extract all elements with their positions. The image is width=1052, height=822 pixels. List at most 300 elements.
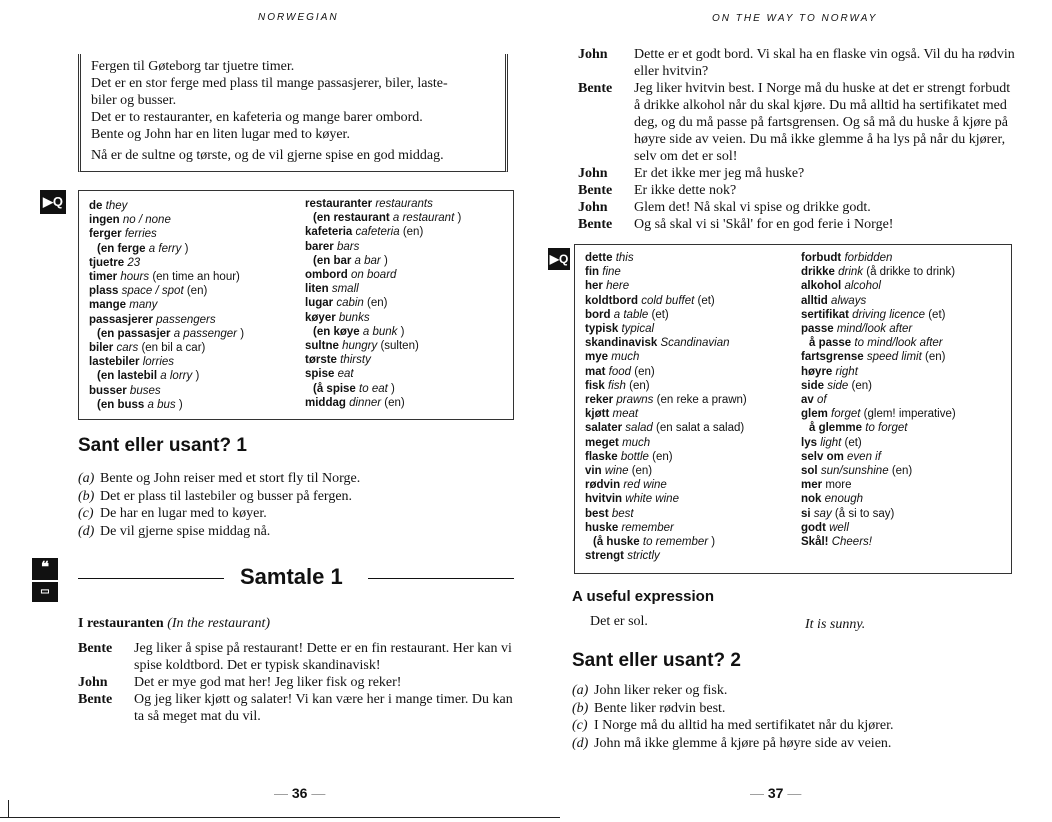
vocab-translation: 23: [127, 256, 141, 269]
vocab-extra: ): [400, 325, 405, 338]
dialogue-right: [578, 46, 1018, 233]
vocab-translation: typical: [621, 323, 655, 336]
statement-item: [572, 700, 1012, 718]
vocab-translation: alcohol: [844, 280, 881, 293]
vocab-word: (å spise: [313, 382, 356, 395]
dialogue-line: [78, 691, 518, 725]
vocab-entry: [801, 379, 956, 393]
vocab-translation: cars: [116, 342, 139, 355]
vocab-extra: ): [457, 212, 462, 225]
intro-line: biler og busser.: [91, 93, 177, 108]
vocab-word: ombord: [305, 269, 348, 282]
vocab-extra: (en): [402, 226, 424, 239]
statement-text: Bente og John reiser med et stort fly til Norge.: [100, 471, 361, 486]
vocab-translation: ferries: [124, 228, 157, 241]
intro-text: [91, 58, 505, 164]
vocab-entry: [305, 325, 461, 339]
vocab-entry: [801, 492, 956, 506]
vocab-entry: [305, 254, 461, 268]
vocab-translation: Scandinavian: [660, 337, 730, 350]
statement-letter: (b): [78, 488, 95, 504]
vocab-translation: driving licence: [852, 308, 926, 321]
intro-line: Det er en stor ferge med plass til mange passasjerer, biler, laste-: [91, 76, 448, 91]
statement-letter: (a): [78, 471, 95, 486]
vocab-translation: a passenger: [173, 327, 238, 340]
vocab-entry: [89, 199, 244, 213]
vocab-extra: ): [391, 382, 395, 395]
speaker-name: Bente: [78, 692, 113, 707]
speech-text: Og jeg liker kjøtt og salater! Vi kan være her i mange timer. Du kan ta så meget mat du vil.: [134, 692, 513, 724]
vocab-word: (en ferge: [97, 242, 146, 255]
vocab-column-right-2: [801, 251, 956, 549]
vocab-translation: restaurants: [375, 198, 433, 210]
vocab-entry: [801, 450, 956, 464]
vocab-entry: [585, 436, 747, 450]
vocab-entry: [585, 350, 747, 364]
vocab-extra: (en salat a salad): [656, 422, 745, 435]
vocab-extra: ): [240, 327, 245, 340]
speaker-name: Bente: [578, 217, 613, 232]
vocab-entry: [305, 197, 461, 211]
vocab-entry: [89, 313, 244, 327]
vocab-translation: best: [611, 507, 634, 520]
speaker-name: John: [578, 166, 608, 181]
vocab-word: (en lastebil: [97, 370, 158, 383]
section-title-samtale: Samtale 1: [240, 564, 343, 589]
speaker-name: John: [78, 675, 108, 690]
vocab-translation: right: [835, 365, 858, 378]
dialogue-icon: ❝: [32, 558, 58, 580]
speech-text: Og så skal vi si 'Skål' for en god ferie i Norge!: [634, 217, 894, 232]
vocab-entry: [305, 296, 461, 310]
speaker-name: Bente: [578, 81, 613, 96]
intro-line: Det er to restauranter, en kafeteria og mange barer ombord.: [91, 110, 423, 125]
vocab-extra: (å drikke to drink): [866, 266, 956, 279]
vocab-extra: (å si to say): [834, 507, 895, 520]
vocab-translation: well: [829, 521, 849, 534]
vocab-translation: to mind/look after: [854, 337, 943, 350]
vocab-word: å passe: [809, 337, 852, 350]
vocab-entry: [801, 407, 956, 421]
vocab-extra: (et): [697, 294, 715, 307]
vocab-column-left-2: [585, 251, 747, 563]
vocab-word: selv om: [801, 450, 844, 463]
vocab-extra: (en): [925, 351, 946, 364]
statement-item: [572, 717, 1012, 735]
vocab-entry: [305, 240, 461, 254]
vocab-translation: prawns: [616, 394, 654, 407]
vocab-word: reker: [585, 394, 614, 407]
vocab-extra: ): [711, 536, 716, 549]
speaker-name: John: [578, 200, 608, 215]
vocab-word: køyer: [305, 311, 336, 324]
vocab-word: (en køye: [313, 325, 360, 338]
intro-box: [78, 54, 508, 172]
speech-text: Er det ikke mer jeg må huske?: [634, 166, 805, 181]
vocab-translation: wine: [604, 465, 629, 478]
vocab-extra: (en): [629, 379, 650, 392]
vocab-extra: (en time an hour): [152, 271, 240, 284]
vocab-translation: enough: [824, 493, 864, 506]
statement-text: I Norge må du alltid ha med sertifikatet når du kjører.: [594, 718, 894, 733]
vocab-entry: [305, 339, 461, 353]
vocab-word: mer: [801, 479, 823, 492]
vocab-extra: (glem! imperative): [863, 408, 956, 421]
vocab-translation: much: [622, 436, 651, 449]
vocab-translation: to forget: [865, 422, 908, 435]
dialogue-line: [78, 674, 518, 691]
vocab-word: tørste: [305, 354, 337, 367]
vocab-word: liten: [305, 283, 329, 296]
bottom-edge: [0, 817, 560, 818]
vocab-entry: [585, 379, 747, 393]
page-number-left: — 36 —: [274, 785, 326, 801]
statement-item: [78, 488, 518, 506]
vocab-word: plass: [89, 285, 119, 298]
vocab-entry: [305, 382, 461, 396]
vocab-word: godt: [801, 521, 826, 534]
vocab-word: (å huske: [593, 536, 640, 549]
section-title-sant1: Sant eller usant? 1: [78, 435, 247, 456]
vocab-word: barer: [305, 240, 334, 253]
vocab-entry: [89, 227, 244, 241]
vocab-translation: a bus: [147, 398, 176, 411]
vocab-word: (en bar: [313, 254, 352, 267]
vocab-word: alkohol: [801, 280, 842, 293]
vocab-translation: much: [611, 351, 640, 364]
vocab-entry: [801, 535, 956, 549]
vocab-entry: [585, 365, 747, 379]
vocab-word: fisk: [585, 379, 605, 392]
vocab-word: Skål!: [801, 536, 829, 549]
vocab-translation: white wine: [625, 493, 679, 506]
vocab-entry: [89, 298, 244, 312]
speech-text: Dette er et godt bord. Vi skal ha en flaske vin også. Vil du ha rødvin eller hvitvin?: [634, 47, 1015, 79]
vocab-entry: [305, 211, 461, 225]
vocab-word: flaske: [585, 450, 618, 463]
vocab-entry: [801, 365, 956, 379]
dialogue-subtitle: [78, 616, 270, 632]
vocab-translation: light: [820, 436, 842, 449]
vocab-translation: forbidden: [844, 252, 893, 264]
vocab-entry: [801, 436, 956, 450]
vocab-entry: [801, 393, 956, 407]
vocab-word: drikke: [801, 266, 835, 279]
vocab-entry: [89, 270, 244, 284]
running-header-left: NORWEGIAN: [258, 12, 339, 23]
dialogue-line: [578, 165, 1018, 182]
vocab-entry: [305, 282, 461, 296]
speech-text: Jeg liker å spise på restaurant! Dette er en fin restaurant. Her kan vi spise koldtbord. Det er typisk skandinavisk!: [134, 641, 512, 673]
vocab-word: restauranter: [305, 198, 373, 210]
section-title-sant2: Sant eller usant? 2: [572, 650, 741, 671]
vocab-extra: (et): [651, 308, 669, 321]
vocab-translation: remember: [621, 521, 674, 534]
vocab-extra: (et): [928, 308, 946, 321]
running-header-right: ON THE WAY TO NORWAY: [712, 13, 878, 24]
vocab-word: meget: [585, 436, 619, 449]
vocab-extra: (en): [631, 465, 653, 478]
statement-letter: (a): [572, 683, 589, 698]
vocab-entry: [585, 535, 747, 549]
vocab-word: mange: [89, 299, 127, 312]
vocab-entry: [305, 396, 461, 410]
vocab-entry: [801, 336, 956, 350]
vocab-word: passasjerer: [89, 313, 153, 326]
vocab-translation: to eat: [359, 382, 388, 395]
vocab-column-left: [89, 199, 244, 412]
statement-text: John må ikke glemme å kjøre på høyre side av veien.: [594, 735, 892, 751]
vocab-extra: (en): [851, 379, 872, 392]
vocab-word: si: [801, 507, 811, 520]
vocab-translation: sun/sunshine: [820, 465, 889, 478]
vocab-translation: fine: [602, 266, 621, 279]
vocab-entry: [801, 464, 956, 478]
speaker-name: Bente: [578, 183, 613, 198]
vocab-translation: strictly: [627, 550, 660, 563]
useful-expression-norwegian: Det er sol.: [590, 614, 648, 629]
vocab-extra: ): [383, 254, 388, 267]
vocab-translation: to remember: [642, 536, 709, 549]
vocab-translation: bunks: [338, 311, 370, 324]
subtitle-english: (In the restaurant): [167, 616, 271, 631]
vocab-translation: eat: [337, 368, 354, 381]
vocab-translation: passengers: [156, 313, 216, 326]
vocab-extra: (en): [652, 450, 673, 463]
vocab-entry: [801, 251, 956, 265]
vocab-word: busser: [89, 384, 127, 397]
vocab-translation: small: [331, 283, 359, 296]
vocab-translation: lorries: [142, 356, 175, 369]
vocab-translation: food: [608, 365, 632, 378]
vocab-entry: [801, 421, 956, 435]
vocab-word: bord: [585, 308, 611, 321]
vocab-translation: on board: [351, 269, 397, 282]
vocab-entry: [585, 336, 747, 350]
statement-text: De har en lugar med to køyer.: [100, 506, 267, 521]
vocab-entry: [89, 355, 244, 369]
vocab-entry: [585, 393, 747, 407]
vocab-entry: [585, 549, 747, 563]
vocab-word: best: [585, 507, 609, 520]
vocab-extra: ): [195, 370, 200, 383]
vocab-word: side: [801, 379, 825, 392]
vocab-entry: [801, 322, 956, 336]
useful-expression-title: A useful expression: [572, 588, 714, 605]
statement-letter: (b): [572, 700, 589, 716]
vocab-translation: a lorry: [160, 370, 193, 383]
vocabulary-box-1: [78, 190, 514, 420]
vocab-entry: [585, 464, 747, 478]
vocab-entry: [585, 322, 747, 336]
vocab-entry: [305, 268, 461, 282]
subtitle-norwegian: I restauranten: [78, 616, 164, 631]
vocab-word: (en buss: [97, 398, 145, 411]
vocab-translation: a table: [613, 308, 649, 321]
dialogue-line: [578, 216, 1018, 233]
vocab-word: lys: [801, 436, 817, 449]
useful-expression-english: It is sunny.: [805, 617, 866, 632]
vocab-translation: buses: [129, 384, 161, 397]
vocab-translation: cabin: [336, 297, 364, 310]
vocab-word: typisk: [585, 323, 619, 336]
vocab-word: koldtbord: [585, 294, 639, 307]
vocab-word: timer: [89, 271, 118, 284]
vocab-entry: [305, 225, 461, 239]
vocab-translation: cold buffet: [641, 294, 695, 307]
vocab-word: dette: [585, 252, 613, 264]
vocab-word: mat: [585, 365, 606, 378]
vocab-entry: [801, 507, 956, 521]
speaker-name: Bente: [78, 641, 113, 656]
vocab-translation: they: [105, 200, 128, 212]
vocab-word: her: [585, 280, 603, 293]
statement-item: [572, 735, 1012, 753]
vocab-translation: this: [615, 252, 634, 264]
vocab-word: å glemme: [809, 422, 863, 435]
vocab-entry: [585, 294, 747, 308]
speaker-name: John: [578, 47, 608, 62]
true-false-list-1: [78, 470, 518, 540]
statement-letter: (c): [78, 506, 94, 521]
vocab-translation: drink: [838, 266, 864, 279]
vocab-word: (en passasjer: [97, 327, 171, 340]
vocab-extra: ): [178, 398, 183, 411]
vocab-translation: a bunk: [362, 325, 398, 338]
vocab-entry: [801, 478, 956, 492]
vocab-extra: (en bil a car): [141, 342, 206, 355]
vocab-word: kjøtt: [585, 408, 610, 421]
vocab-extra: (en): [891, 465, 913, 478]
vocab-word: ingen: [89, 214, 120, 227]
vocab-word: skandinavisk: [585, 337, 658, 350]
vocab-word: av: [801, 394, 814, 407]
vocab-entry: [585, 251, 747, 265]
vocab-translation: always: [831, 294, 867, 307]
vocab-word: passe: [801, 323, 834, 336]
vocab-word: (en restaurant: [313, 212, 390, 225]
page-number-right: — 37 —: [750, 785, 802, 801]
statement-item: [78, 470, 518, 488]
vocab-translation: hours: [120, 271, 150, 284]
vocab-entry: [801, 265, 956, 279]
vocab-word: tjuetre: [89, 256, 125, 269]
vocab-entry: [585, 279, 747, 293]
vocab-translation: red wine: [623, 479, 667, 492]
vocabulary-icon-2: ▶Q: [548, 248, 570, 270]
speech-text: Det er mye god mat her! Jeg liker fisk og reker!: [134, 675, 402, 690]
vocab-entry: [585, 308, 747, 322]
cassette-icon: ▭: [32, 582, 58, 602]
vocab-entry: [89, 398, 244, 412]
vocab-word: forbudt: [801, 252, 842, 264]
statement-item: [78, 523, 518, 541]
true-false-list-2: [572, 682, 1012, 752]
vocab-word: hvitvin: [585, 493, 623, 506]
statement-text: John liker reker og fisk.: [594, 683, 728, 698]
vocab-entry: [585, 421, 747, 435]
statement-item: [572, 682, 1012, 700]
vocab-translation: bottle: [620, 450, 649, 463]
vocabulary-box-2: [574, 244, 1012, 574]
vocab-translation: salad: [625, 422, 653, 435]
vocab-entry: [89, 242, 244, 256]
vocab-extra: (sulten): [380, 340, 419, 353]
margin-mark: [8, 800, 9, 818]
vocab-extra: (en): [634, 365, 655, 378]
vocab-word: lastebiler: [89, 356, 140, 369]
vocab-entry: [585, 407, 747, 421]
intro-line: Nå er de sultne og tørste, og de vil gjerne spise en god middag.: [91, 148, 444, 163]
vocab-word: sultne: [305, 340, 339, 353]
vocab-word: strengt: [585, 550, 624, 563]
vocab-extra: ): [184, 242, 189, 255]
vocab-translation: no / none: [122, 214, 171, 227]
vocab-translation: even if: [847, 450, 881, 463]
vocab-entry: [801, 308, 956, 322]
vocab-extra: (en): [367, 297, 388, 310]
vocab-entry: [585, 265, 747, 279]
vocab-translation: bars: [336, 240, 360, 253]
vocab-word: middag: [305, 396, 346, 409]
vocab-translation: side: [827, 379, 849, 392]
vocab-column-right: [305, 197, 461, 410]
vocab-entry: [801, 521, 956, 535]
title-rule-left: [78, 578, 224, 579]
statement-letter: (d): [78, 523, 95, 539]
vocab-word: lugar: [305, 297, 334, 310]
vocab-translation: dinner: [349, 396, 382, 409]
vocab-word: mye: [585, 351, 609, 364]
vocab-extra: (et): [844, 436, 862, 449]
vocab-entry: [305, 353, 461, 367]
intro-line: Fergen til Gøteborg tar tjuetre timer.: [91, 59, 295, 74]
vocab-extra: more: [825, 479, 852, 492]
vocab-translation: hungry: [342, 340, 378, 353]
vocab-extra: (en): [186, 285, 208, 298]
vocab-word: fartsgrense: [801, 351, 864, 364]
vocab-translation: many: [129, 299, 158, 312]
vocab-word: glem: [801, 408, 828, 421]
vocab-entry: [89, 341, 244, 355]
statement-letter: (d): [572, 735, 589, 751]
vocab-word: fin: [585, 266, 600, 279]
speech-text: Glem det! Nå skal vi spise og drikke godt.: [634, 200, 871, 215]
vocab-word: kafeteria: [305, 226, 353, 239]
dialogue-line: [578, 199, 1018, 216]
vocab-entry: [585, 450, 747, 464]
vocab-word: huske: [585, 521, 619, 534]
vocab-entry: [801, 279, 956, 293]
statement-text: Det er plass til lastebiler og busser på fergen.: [100, 488, 353, 504]
vocab-entry: [89, 213, 244, 227]
vocab-word: ferger: [89, 228, 122, 241]
vocab-translation: of: [817, 394, 827, 407]
vocab-entry: [89, 384, 244, 398]
dialogue-line: [78, 640, 518, 674]
vocab-word: sertifikat: [801, 308, 849, 321]
vocab-translation: fish: [608, 379, 626, 392]
statement-text: De vil gjerne spise middag nå.: [100, 523, 271, 539]
vocabulary-icon: ▶Q: [40, 190, 66, 214]
vocab-word: rødvin: [585, 479, 621, 492]
vocab-word: vin: [585, 465, 602, 478]
vocab-entry: [89, 327, 244, 341]
vocab-entry: [801, 294, 956, 308]
vocab-word: alltid: [801, 294, 828, 307]
vocab-translation: say: [813, 507, 832, 520]
speech-text: Jeg liker hvitvin best. I Norge må du huske at det er strengt forbudt å drikke alkohol når du skal kjøre. Du må alltid ha sertifikatet med deg, og du må passe på fartsgrensen. Og så må du huske å kjøre på høyre side av veien. Du må ikke glemme å ha lys på når du kjører, selv om det er sol!: [634, 81, 1011, 164]
